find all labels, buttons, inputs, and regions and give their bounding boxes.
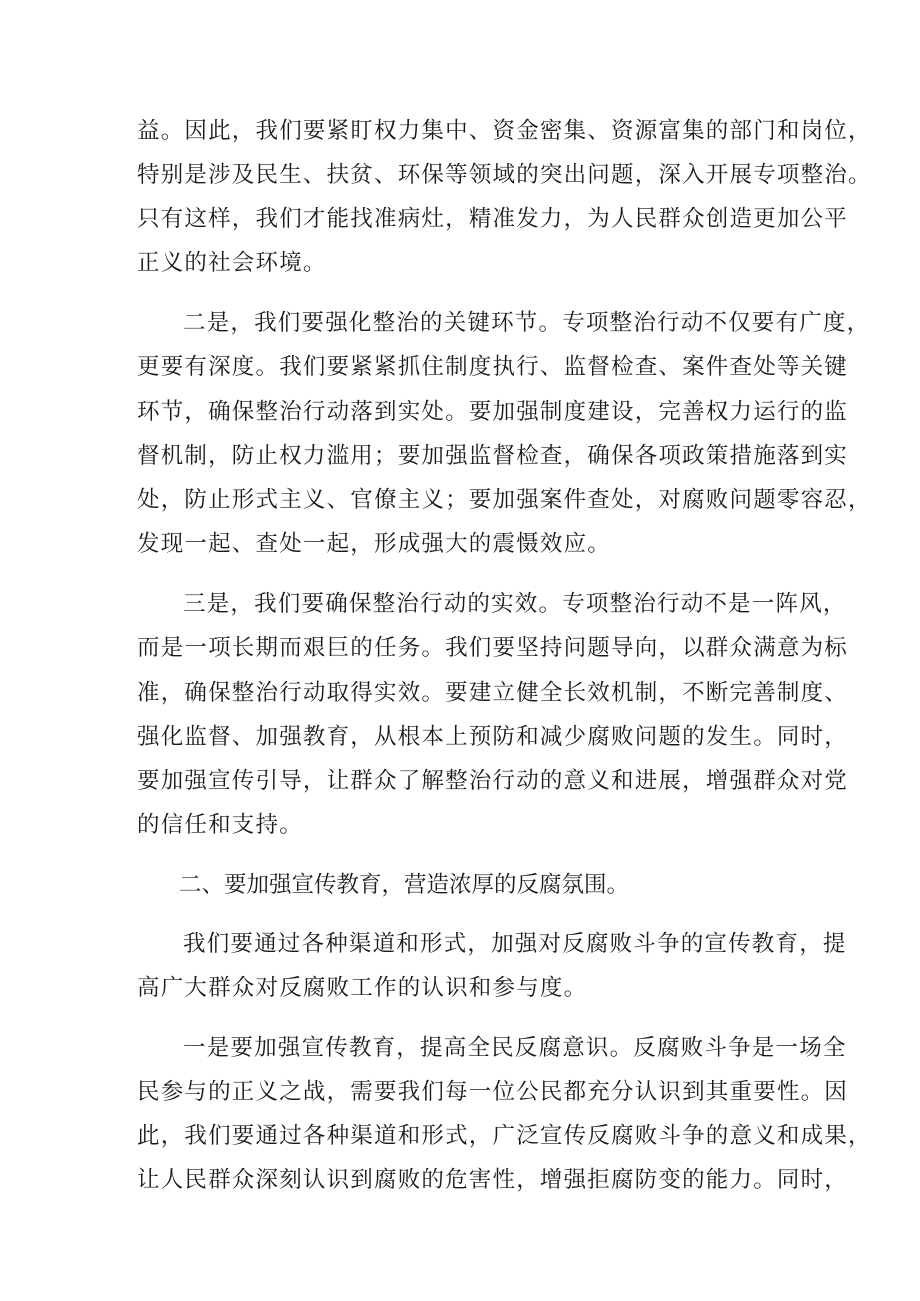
text-line: 益。因此，我们要紧盯权力集中、资金密集、资源富集的部门和岗位， <box>137 118 872 144</box>
text-line: 更要有深度。我们要紧紧抓住制度执行、监督检查、案件查处等关键 <box>137 354 849 380</box>
text-line: 只有这样，我们才能找准病灶，精准发力，为人民群众创造更加公平 <box>137 206 849 232</box>
text-line: 环节，确保整治行动落到实处。要加强制度建设，完善权力运行的监 <box>137 399 849 425</box>
text-line: 我们要通过各种渠道和形式，加强对反腐败斗争的宣传教育，提 <box>183 931 847 957</box>
text-line: 强化监督、加强教育，从根本上预防和减少腐败问题的发生。同时， <box>137 724 849 750</box>
text-line: 准，确保整治行动取得实效。要建立健全长效机制，不断完善制度、 <box>137 680 849 706</box>
text-line: 的信任和支持。 <box>137 812 303 838</box>
text-line: 三是，我们要确保整治行动的实效。专项整治行动不是一阵风， <box>183 591 847 617</box>
text-line: 督机制，防止权力滥用；要加强监督检查，确保各项政策措施落到实 <box>137 443 849 469</box>
text-line: 让人民群众深刻认识到腐败的危害性，增强拒腐防变的能力。同时， <box>137 1167 849 1193</box>
text-line: 发现一起、查处一起，形成强大的震慑效应。 <box>137 531 612 557</box>
text-line: 二是，我们要强化整治的关键环节。专项整治行动不仅要有广度， <box>183 310 871 336</box>
text-line: 特别是涉及民生、扶贫、环保等领域的突出问题，深入开展专项整治。 <box>137 162 872 188</box>
text-line: 此，我们要通过各种渠道和形式，广泛宣传反腐败斗争的意义和成果， <box>137 1123 872 1149</box>
text-line: 而是一项长期而艰巨的任务。我们要坚持问题导向，以群众满意为标 <box>137 635 849 661</box>
section-heading: 二、要加强宣传教育，营造浓厚的反腐氛围。 <box>179 872 630 898</box>
text-line: 高广大群众对反腐败工作的认识和参与度。 <box>137 975 588 1001</box>
text-line: 正义的社会环境。 <box>137 250 327 276</box>
text-line: 民参与的正义之战，需要我们每一位公民都充分认识到其重要性。因 <box>137 1079 849 1105</box>
text-line: 一是要加强宣传教育，提高全民反腐意识。反腐败斗争是一场全 <box>183 1035 847 1061</box>
text-line: 要加强宣传引导，让群众了解整治行动的意义和进展，增强群众对党 <box>137 768 849 794</box>
text-line: 处，防止形式主义、官僚主义；要加强案件查处，对腐败问题零容忍， <box>137 487 872 513</box>
